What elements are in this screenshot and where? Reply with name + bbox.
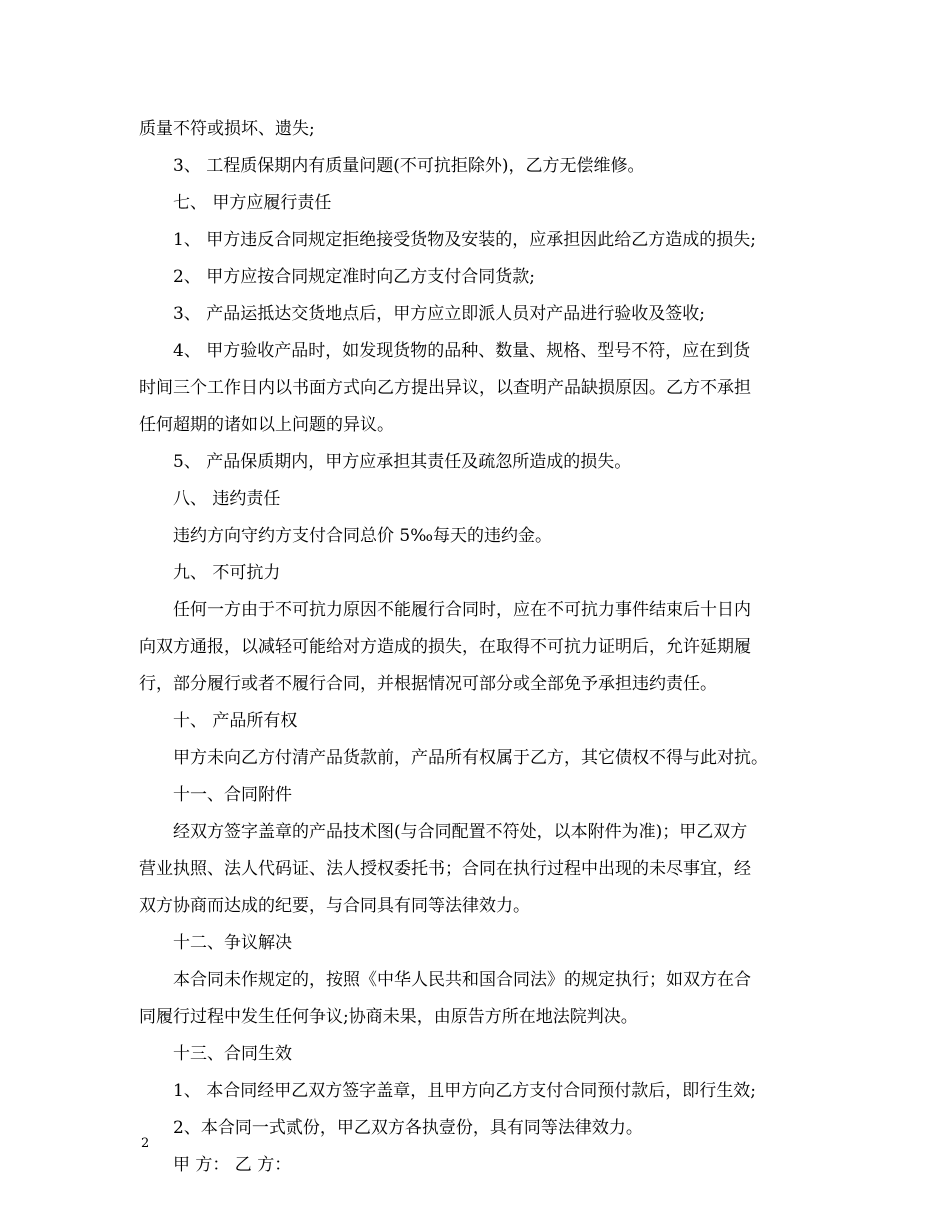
- section-heading: 十、 产品所有权: [173, 711, 298, 731]
- text-line: 4、 甲方验收产品时，如发现货物的品种、数量、规格、型号不符，应在到货: [173, 341, 751, 361]
- text-line: 任何一方由于不可抗力原因不能履行合同时，应在不可抗力事件结束后十日内: [173, 600, 751, 620]
- section-heading: 十二、争议解决: [173, 933, 292, 953]
- section-heading: 十一、合同附件: [173, 785, 292, 805]
- signature-line: 甲 方： 乙 方：: [173, 1155, 292, 1175]
- text-line: 1、 甲方违反合同规定拒绝接受货物及安装的，应承担因此给乙方造成的损失;: [173, 230, 756, 250]
- section-heading: 九、 不可抗力: [173, 563, 281, 583]
- section-heading: 十三、合同生效: [173, 1044, 292, 1064]
- text-line: 2、 甲方应按合同规定准时向乙方支付合同货款;: [173, 267, 535, 287]
- text-line: 甲方未向乙方付清产品货款前，产品所有权属于乙方，其它债权不得与此对抗。: [173, 748, 768, 768]
- text-line: 本合同未作规定的，按照《中华人民共和国合同法》的规定执行；如双方在合: [173, 970, 751, 990]
- text-line: 5、 产品保质期内，甲方应承担其责任及疏忽所造成的损失。: [173, 452, 632, 472]
- text-line: 3、 工程质保期内有质量问题(不可抗拒除外)，乙方无偿维修。: [173, 156, 645, 176]
- text-line: 向双方通报，以减轻可能给对方造成的损失，在取得不可抗力证明后，允许延期履: [139, 637, 751, 657]
- text-line: 营业执照、法人代码证、法人授权委托书；合同在执行过程中出现的未尽事宜，经: [139, 859, 751, 879]
- text-line: 行，部分履行或者不履行合同，并根据情况可部分或全部免予承担违约责任。: [139, 674, 717, 694]
- paragraph: [139, 114, 829, 1187]
- text-line: 3、 产品运抵达交货地点后，甲方应立即派人员对产品进行验收及签收;: [173, 304, 705, 324]
- text-line: 时间三个工作日内以书面方式向乙方提出异议，以查明产品缺损原因。乙方不承担: [139, 378, 751, 398]
- section-heading: 七、 甲方应履行责任: [173, 193, 332, 213]
- text-line: 经双方签字盖章的产品技术图(与合同配置不符处，以本附件为准)；甲乙双方: [173, 822, 748, 842]
- text-line: 任何超期的诸如以上问题的异议。: [139, 415, 394, 435]
- text-line: 质量不符或损坏、遗失;: [139, 119, 315, 139]
- text-line: 同履行过程中发生任何争议;协商未果，由原告方所在地法院判决。: [139, 1007, 638, 1027]
- document-body: [139, 114, 829, 1194]
- page-number: 2: [141, 1136, 150, 1151]
- text-line: 2、本合同一式贰份，甲乙双方各执壹份，具有同等法律效力。: [173, 1118, 643, 1138]
- text-line: 违约方向守约方支付合同总价 5‰每天的违约金。: [173, 526, 553, 546]
- text-line: 1、 本合同经甲乙双方签字盖章，且甲方向乙方支付合同预付款后，即行生效;: [173, 1081, 756, 1101]
- section-heading: 八、 违约责任: [173, 489, 281, 509]
- text-line: 双方协商而达成的纪要，与合同具有同等法律效力。: [139, 896, 530, 916]
